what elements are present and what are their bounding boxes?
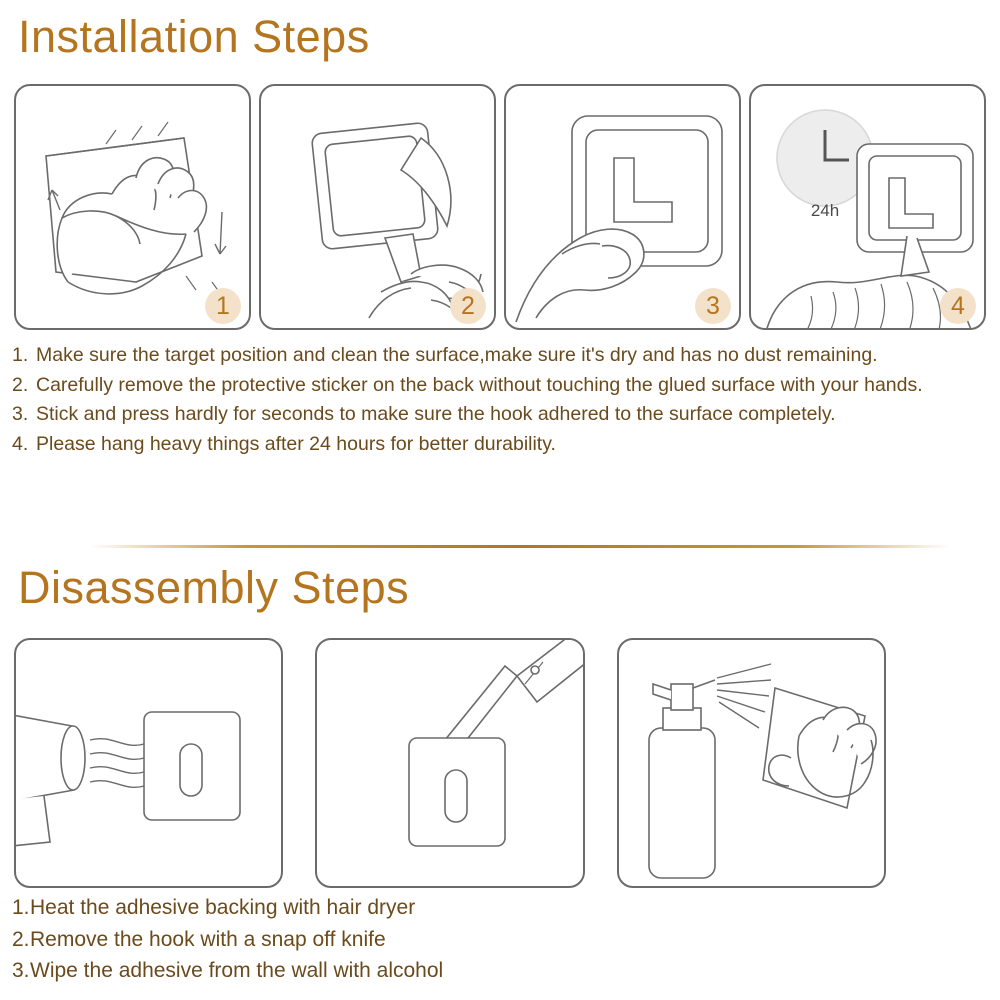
installation-step-item <box>12 372 992 400</box>
step-text: Remove the hook with a snap off knife <box>30 927 386 951</box>
installation-panel-2 <box>259 84 496 330</box>
step-text: Stick and press hardly for seconds to make sure the hook adhered to the surface completely. <box>36 403 836 426</box>
step-text: Make sure the target position and clean the surface,make sure it's dry and has no dust remaining. <box>36 344 878 366</box>
disassembly-panel-row <box>14 638 886 888</box>
section-divider <box>90 545 950 548</box>
clock-duration-label: 24h <box>810 201 840 220</box>
step-number: 1. <box>12 896 30 919</box>
installation-steps-list <box>12 342 992 461</box>
step-number: 2. <box>12 927 30 951</box>
step-number: 3. <box>12 403 29 426</box>
step-number: 4. <box>12 433 29 456</box>
step-badge-3: 3 <box>695 288 731 324</box>
step-number: 1. <box>12 344 29 366</box>
step-text: Wipe the adhesive from the wall with alcohol <box>30 959 444 982</box>
step-number: 3. <box>12 959 30 982</box>
installation-section-title: Installation Steps <box>18 11 370 62</box>
disassembly-step-item <box>12 955 912 987</box>
installation-step-item <box>12 431 992 459</box>
step-number: 2. <box>12 373 29 396</box>
snap-off-knife-removing-hook-icon <box>317 640 584 888</box>
hair-dryer-heating-hook-icon <box>16 640 283 888</box>
step-text: Carefully remove the protective sticker on the back without touching the glued surface with your hands. <box>36 373 923 396</box>
step-badge-2: 2 <box>450 288 486 324</box>
spray-bottle-and-cloth-icon <box>619 640 886 888</box>
disassembly-panel-1 <box>14 638 283 888</box>
step-badge-1: 1 <box>205 288 241 324</box>
disassembly-step-item <box>12 892 912 924</box>
installation-panel-row <box>14 84 986 330</box>
installation-step-item <box>12 342 992 370</box>
disassembly-section-title: Disassembly Steps <box>18 562 410 613</box>
installation-step-item <box>12 401 992 429</box>
installation-panel-3 <box>504 84 741 330</box>
installation-panel-4 <box>749 84 986 330</box>
installation-panel-1 <box>14 84 251 330</box>
step-text: Heat the adhesive backing with hair dryer <box>30 896 416 919</box>
step-text: Please hang heavy things after 24 hours for better durability. <box>36 433 556 456</box>
disassembly-panel-2 <box>315 638 584 888</box>
disassembly-steps-list <box>12 892 912 987</box>
step-badge-4: 4 <box>940 288 976 324</box>
disassembly-panel-3 <box>617 638 886 888</box>
disassembly-step-item <box>12 924 912 956</box>
